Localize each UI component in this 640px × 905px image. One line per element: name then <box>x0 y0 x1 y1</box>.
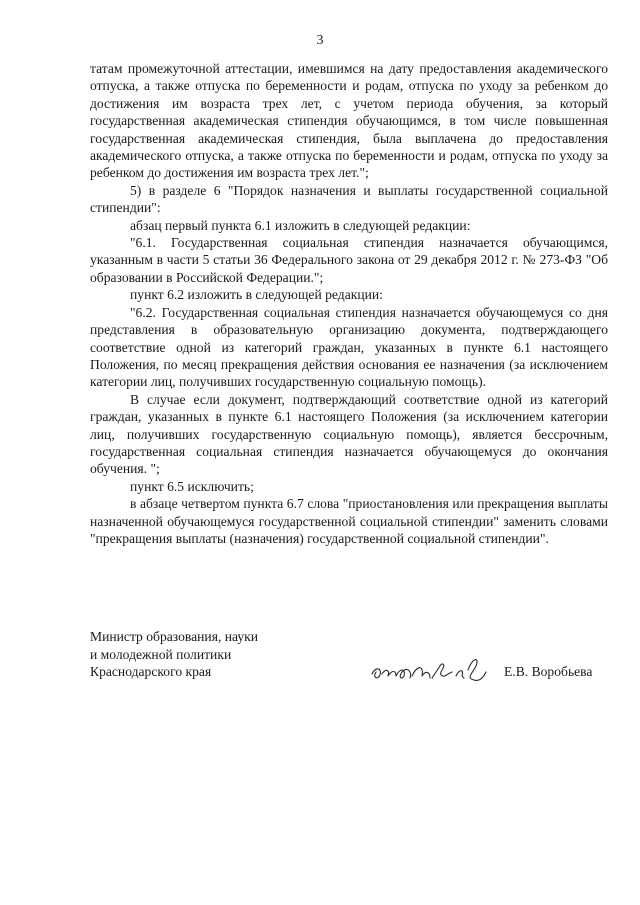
signature-block <box>90 628 608 681</box>
signer-title-line: Краснодарского края <box>90 664 212 680</box>
paragraph: пункт 6.2 изложить в следующей редакции: <box>130 287 383 303</box>
handwritten-signature <box>368 648 498 688</box>
signer-name: Е.В. Воробьева <box>504 664 593 679</box>
paragraph: пункт 6.5 исключить; <box>130 478 254 494</box>
signer-title-line: Министр образования, науки <box>90 629 259 644</box>
paragraph: "6.1. Государственная социальная стипендия назначается обучающимся, указанным в части 5 статьи 36 Федерального закона от 29 декабря 2012 г. № 273-ФЗ "Об образовании в Российской Федерации."; <box>90 235 608 285</box>
paragraph: татам промежуточной аттестации, имевшимся на дату предоставления академического отпуска, а также отпуска по беременности и родам, отпуска по уходу за ребенком до достижения им возраста трех лет, с учетом периода обучения, за который государственная академическая стипендия обучающимся, в том числе повышенная государственная академическая стипендия, была выплачена до предоставления академического отпуска, а также отпуска по беременности и родам, отпуска по уходу за ребенком до достижения им возраста трех лет."; <box>90 61 608 181</box>
paragraph: "6.2. Государственная социальная стипендия назначается обучающемуся со дня представления в образовательную организацию документа, подтверждающего соответствие одной из категорий граждан, указанных в пункте 6.1 настоящего Положения, по месяц прекращения действия основания ее назначения (за исключением категории лиц, получивших государственную социальную помощь). <box>90 304 608 390</box>
paragraph: абзац первый пункта 6.1 изложить в следующей редакции: <box>130 217 471 233</box>
signer-title-line: и молодежной политики <box>90 646 232 662</box>
paragraph: в абзаце четвертом пункта 6.7 слова "приостановления или прекращения выплаты назначенной обучающемуся государственной социальной стипендии" заменить словами "прекращения выплаты (назначения) государственной социальной стипендии". <box>90 496 608 546</box>
paragraph: 5) в разделе 6 "Порядок назначения и выплаты государственной социальной стипендии": <box>90 182 608 216</box>
page-number: 3 <box>316 33 324 48</box>
document-body <box>90 60 608 547</box>
paragraph: В случае если документ, подтверждающий соответствие одной из категорий граждан, указанных в пункте 6.1 настоящего Положения (за исключением категории лиц, получивших государственную социальную помощь), является бессрочным, государственная социальная стипендия назначается обучающемуся до окончания обучения. "; <box>90 391 608 477</box>
